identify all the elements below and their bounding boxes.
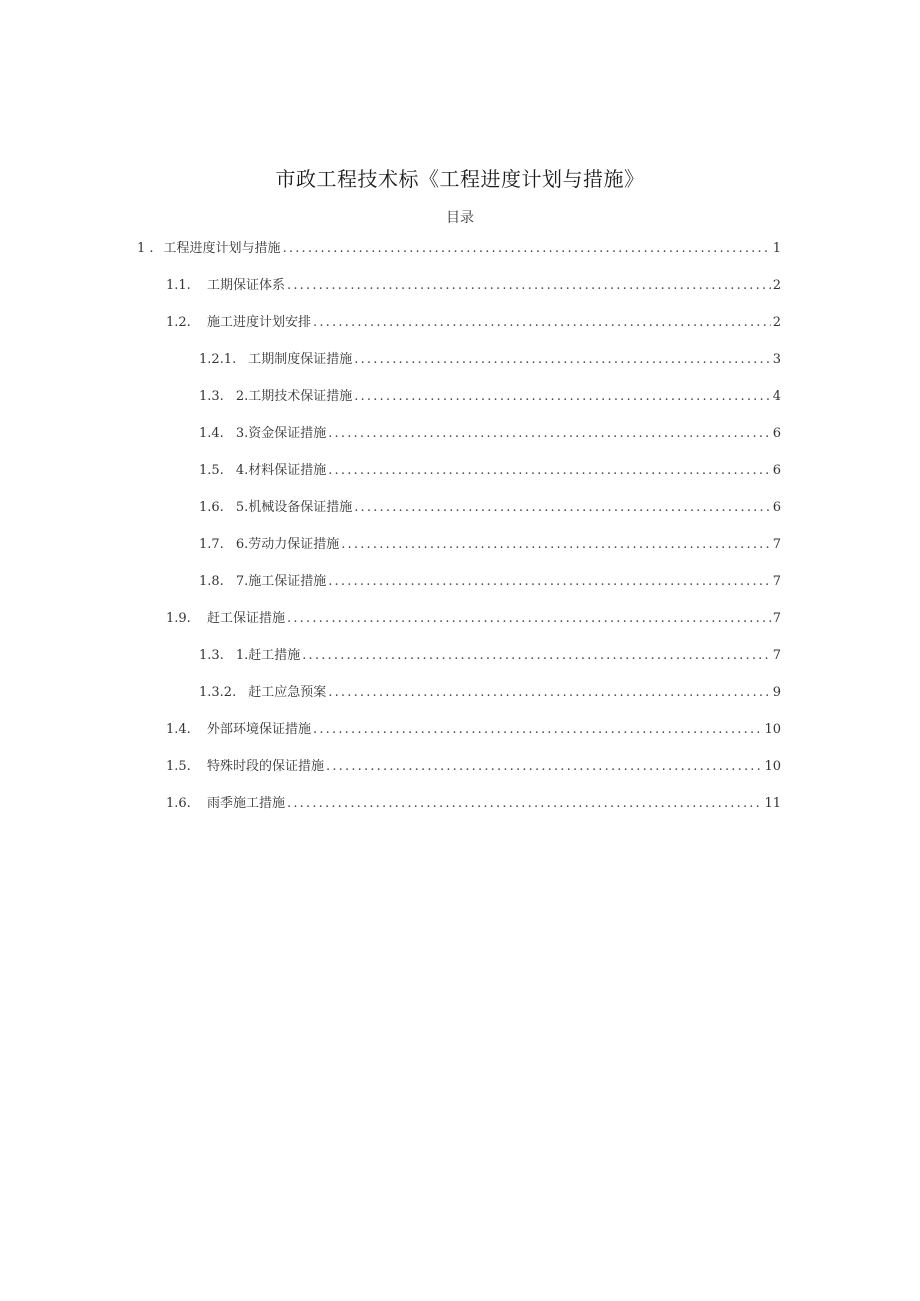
toc-entry[interactable] [166, 792, 781, 816]
toc-entry-number: 1.7. [199, 537, 224, 552]
toc-entry-number: 1.8. [199, 574, 224, 589]
toc-entry-label: 4.材料保证措施 [235, 463, 327, 478]
dot-leader [326, 755, 762, 779]
toc-entry-number: 1.1. [166, 278, 191, 293]
dot-leader [328, 422, 771, 446]
toc-entry[interactable] [166, 311, 781, 335]
toc-entry-page: 3 [772, 352, 781, 367]
dot-leader [287, 607, 771, 631]
toc-entry-label: 赶工保证措施 [207, 611, 286, 626]
toc-entry[interactable] [166, 274, 781, 298]
toc-entry[interactable] [199, 570, 781, 594]
toc-entry-label: 3.资金保证措施 [235, 426, 327, 441]
toc-entry-page: 4 [772, 389, 781, 404]
toc-entry[interactable] [199, 496, 781, 520]
toc-entry[interactable] [199, 681, 781, 705]
dot-leader [313, 311, 771, 335]
toc-entry-number: 1 . [137, 241, 154, 256]
dot-leader [313, 718, 762, 742]
toc-entry-label: 7.施工保证措施 [235, 574, 327, 589]
toc-entry[interactable] [166, 755, 781, 779]
toc-entry-label: 外部环境保证措施 [207, 722, 312, 737]
dot-leader [341, 533, 771, 557]
toc-entry[interactable] [166, 718, 781, 742]
toc-entry-label: 工程进度计划与措施 [163, 241, 281, 256]
toc-entry-page: 2 [772, 315, 781, 330]
dot-leader [354, 496, 771, 520]
toc-entry-label: 工期保证体系 [207, 278, 286, 293]
toc-entry-number: 1.3. [199, 648, 224, 663]
toc-entry-number: 1.5. [199, 463, 224, 478]
dot-leader [354, 348, 770, 372]
toc-entry-label: 特殊时段的保证措施 [207, 759, 325, 774]
toc-entry[interactable] [199, 459, 781, 483]
toc-entry-number: 1.4. [199, 426, 224, 441]
toc-entry-page: 6 [772, 426, 781, 441]
dot-leader [287, 792, 762, 816]
toc-entry-label: 5.机械设备保证措施 [235, 500, 353, 515]
toc-entry-number: 1.3. [199, 389, 224, 404]
toc-entry[interactable] [199, 385, 781, 409]
toc-entry-number: 1.3.2. [199, 685, 237, 700]
toc-entry-number: 1.6. [166, 796, 191, 811]
toc-entry-number: 1.9. [166, 611, 191, 626]
toc-entry-label: 2.工期技术保证措施 [235, 389, 353, 404]
dot-leader [328, 570, 771, 594]
toc-entry-number: 1.5. [166, 759, 191, 774]
toc-entry-page: 7 [772, 574, 781, 589]
toc-entry-label: 1.赶工措施 [235, 648, 301, 663]
toc-entry-page: 10 [764, 759, 781, 774]
toc-entry-label: 6.劳动力保证措施 [235, 537, 340, 552]
toc-entry-number: 1.2. [166, 315, 191, 330]
toc-entry-page: 2 [772, 278, 781, 293]
dot-leader [302, 644, 771, 668]
toc-entry-page: 7 [772, 611, 781, 626]
toc-entry-label: 赶工应急预案 [248, 685, 327, 700]
toc-entry-number: 1.6. [199, 500, 224, 515]
toc-entry-number: 1.4. [166, 722, 191, 737]
toc-entry-label: 施工进度计划安排 [207, 315, 312, 330]
dot-leader [354, 385, 771, 409]
toc-entry[interactable] [166, 607, 781, 631]
toc-entry-page: 11 [764, 796, 781, 811]
toc-entry-page: 7 [772, 537, 781, 552]
toc-entry-page: 1 [772, 241, 781, 256]
toc-heading: 目录 [446, 210, 474, 226]
toc-entry-page: 9 [772, 685, 781, 700]
toc-entry-page: 7 [772, 648, 781, 663]
toc-entry[interactable] [137, 237, 781, 261]
toc-entry-page: 10 [764, 722, 781, 737]
toc-entry[interactable] [199, 348, 781, 372]
toc-entry[interactable] [199, 533, 781, 557]
toc-entry-number: 1.2.1. [199, 352, 237, 367]
toc-entry-page: 6 [772, 463, 781, 478]
toc-entry-label: 工期制度保证措施 [248, 352, 353, 367]
toc-entry[interactable] [199, 644, 781, 668]
dot-leader [328, 459, 771, 483]
toc-entry-label: 雨季施工措施 [207, 796, 286, 811]
dot-leader [287, 274, 771, 298]
toc-entry[interactable] [199, 422, 781, 446]
dot-leader [283, 237, 771, 261]
toc-entry-page: 6 [772, 500, 781, 515]
document-title: 市政工程技术标《工程进度计划与措施》 [275, 167, 645, 191]
dot-leader [328, 681, 770, 705]
